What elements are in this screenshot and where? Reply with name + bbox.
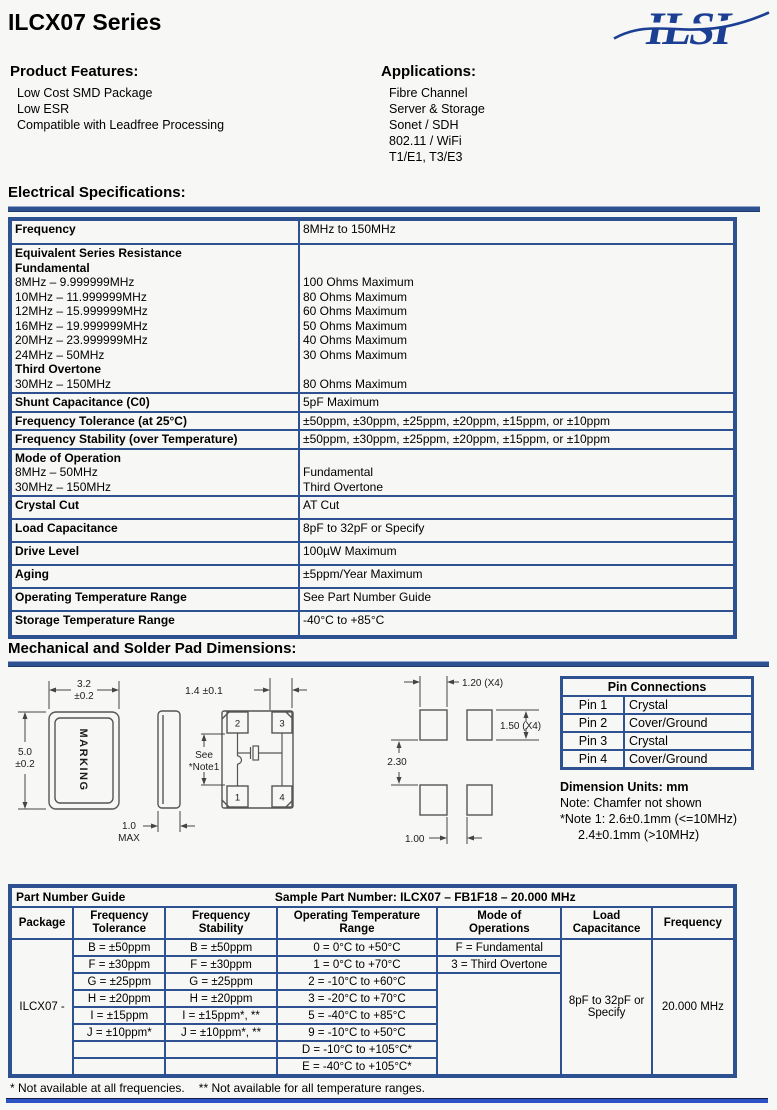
pad-3-number: 3 — [279, 718, 285, 730]
application-item: Fibre Channel — [389, 86, 468, 100]
table-row — [10, 496, 735, 519]
spec-value: ±50ppm, ±30ppm, ±25ppm, ±20ppm, ±15ppm, or ±10ppm — [299, 412, 735, 431]
pad-2-number: 2 — [234, 718, 241, 730]
spec-label: Mode of Operation 8MHz – 50MHz 30MHz – 150MHz — [10, 449, 299, 497]
note1-line1: *Note 1: 2.6±0.1mm (<=10MHz) — [560, 812, 738, 826]
pin-table-title: Pin Connections — [562, 678, 753, 697]
spec-label: Drive Level — [10, 542, 299, 565]
spec-label: Storage Temperature Range — [10, 611, 299, 637]
load-capacitance-value: 8pF to 32pF or Specify — [561, 939, 651, 1076]
thickness-dimension — [143, 811, 195, 832]
temp-range-option: 3 = -20°C to +70°C — [277, 990, 437, 1007]
page-bottom-rule — [6, 1098, 768, 1103]
spec-label: Crystal Cut — [10, 496, 299, 519]
width-dim-tol: ±0.2 — [74, 691, 94, 702]
applications-heading: Applications: — [381, 63, 477, 80]
table-row — [562, 714, 753, 732]
application-item: T1/E1, T3/E3 — [389, 150, 463, 164]
spec-label: Shunt Capacitance (C0) — [10, 393, 299, 412]
table-row — [562, 678, 753, 697]
pin-number: Pin 4 — [562, 750, 625, 769]
application-item: Sonet / SDH — [389, 118, 459, 132]
pad-1-number: 1 — [234, 792, 241, 804]
col-header-temp-range: Operating Temperature Range — [277, 907, 437, 939]
mode-option: 3 = Third Overtone — [437, 956, 561, 973]
spec-value: 5pF Maximum — [299, 393, 735, 412]
solder-col-gap-value: 1.00 — [405, 834, 425, 845]
package-side-view — [158, 711, 180, 808]
note1-line2: 2.4±0.1mm (>10MHz) — [578, 828, 700, 842]
temp-range-option: 5 = -40°C to +85°C — [277, 1007, 437, 1024]
pin-number: Pin 2 — [562, 714, 625, 732]
col-header-frequency: Frequency — [652, 907, 735, 939]
stability-option: F = ±30ppm — [165, 956, 276, 973]
crystal-circuit-symbol — [238, 733, 283, 786]
pad-pitch-dimension — [254, 678, 307, 710]
col-header-tolerance: Frequency Tolerance — [73, 907, 165, 939]
table-row — [10, 907, 735, 939]
col-header-package: Package — [10, 907, 73, 939]
thickness-dim-value: 1.0 — [122, 821, 136, 832]
temp-range-option: 2 = -10°C to +60°C — [277, 973, 437, 990]
col-header-mode: Mode of Operations — [437, 907, 561, 939]
mechanical-heading: Mechanical and Solder Pad Dimensions: — [8, 640, 297, 657]
col-header-load-cap: Load Capacitance — [561, 907, 651, 939]
table-row — [10, 886, 735, 907]
pin-function: Crystal — [624, 732, 753, 750]
electrical-heading: Electrical Specifications: — [8, 184, 186, 201]
tolerance-option: F = ±30ppm — [73, 956, 165, 973]
note-ref-label: *Note1 — [188, 762, 220, 773]
spec-value: 100µW Maximum — [299, 542, 735, 565]
pin-number: Pin 3 — [562, 732, 625, 750]
footnote — [10, 1081, 425, 1095]
tolerance-option — [73, 1041, 165, 1058]
pin-function: Crystal — [624, 696, 753, 714]
frequency-value: 20.000 MHz — [652, 939, 735, 1076]
features-heading: Product Features: — [10, 63, 139, 80]
height-dim-tol: ±0.2 — [15, 759, 35, 770]
marking-label: MARKING — [77, 728, 89, 792]
table-row — [10, 939, 735, 956]
table-row — [10, 412, 735, 431]
table-row — [10, 565, 735, 588]
footnote-2: ** Not available for all temperature ranges. — [198, 1081, 425, 1095]
pin-function: Cover/Ground — [624, 714, 753, 732]
temp-range-option: E = -40°C to +105°C* — [277, 1058, 437, 1076]
stability-option: J = ±10ppm*, ** — [165, 1024, 276, 1041]
temp-range-option: D = -10°C to +105°C* — [277, 1041, 437, 1058]
dimension-notes — [560, 779, 737, 843]
spec-label: Frequency Tolerance (at 25°C) — [10, 412, 299, 431]
stability-option — [165, 1058, 276, 1076]
table-row — [10, 244, 735, 393]
electrical-specs-table — [8, 217, 737, 639]
footnote-1: * Not available at all frequencies. — [10, 1081, 185, 1095]
spec-label: Frequency Stability (over Temperature) — [10, 430, 299, 449]
spec-value: 8MHz to 150MHz — [299, 219, 735, 244]
temp-range-option: 0 = 0°C to +50°C — [277, 939, 437, 956]
stability-option: G = ±25ppm — [165, 973, 276, 990]
tolerance-option: I = ±15ppm — [73, 1007, 165, 1024]
solder-pad-height-value: 1.50 (X4) — [500, 721, 542, 732]
spec-value: See Part Number Guide — [299, 588, 735, 611]
features-list — [17, 85, 224, 133]
solder-pad-width-value: 1.20 (X4) — [462, 678, 504, 689]
spec-value: 8pF to 32pF or Specify — [299, 519, 735, 542]
table-row — [10, 449, 735, 497]
width-dim-value: 3.2 — [77, 679, 91, 690]
height-dim-value: 5.0 — [18, 747, 32, 758]
tolerance-option: H = ±20ppm — [73, 990, 165, 1007]
tolerance-option: J = ±10ppm* — [73, 1024, 165, 1041]
spec-value: 100 Ohms Maximum 80 Ohms Maximum 60 Ohms Maximum 50 Ohms Maximum 40 Ohms Maximum 30 Ohms Maximum 80 Ohms Maximum — [299, 244, 735, 393]
spec-value: AT Cut — [299, 496, 735, 519]
package-code: ILCX07 - — [10, 939, 73, 1076]
ilsi-logo-text: ILSI — [646, 3, 730, 55]
spec-value: ±5ppm/Year Maximum — [299, 565, 735, 588]
solder-row-gap-value: 2.30 — [387, 757, 407, 768]
mechanical-drawings — [8, 668, 558, 878]
col-header-stability: Frequency Stability — [165, 907, 276, 939]
solder-col-gap-dim — [429, 817, 482, 844]
table-row — [10, 519, 735, 542]
page-title: ILCX07 Series — [8, 9, 162, 35]
pin-number: Pin 1 — [562, 696, 625, 714]
mode-option: F = Fundamental — [437, 939, 561, 956]
spec-value: -40°C to +85°C — [299, 611, 735, 637]
spec-label: Frequency — [10, 219, 299, 244]
mode-option-empty — [437, 973, 561, 1076]
table-row — [562, 732, 753, 750]
ilsi-logo — [612, 0, 772, 58]
part-number-guide-table — [8, 884, 737, 1078]
table-row — [10, 219, 735, 244]
table-row — [10, 542, 735, 565]
feature-item: Compatible with Leadfree Processing — [17, 118, 225, 132]
pin-connections-table — [560, 676, 754, 770]
table-row — [10, 393, 735, 412]
pad-pitch-value: 1.4 ±0.1 — [185, 685, 223, 697]
application-item: Server & Storage — [389, 102, 485, 116]
guide-title: Part Number Guide — [10, 886, 165, 907]
spec-label: Operating Temperature Range — [10, 588, 299, 611]
spec-value: ±50ppm, ±30ppm, ±25ppm, ±20ppm, ±15ppm, or ±10ppm — [299, 430, 735, 449]
stability-option: I = ±15ppm*, ** — [165, 1007, 276, 1024]
table-row — [562, 696, 753, 714]
tolerance-option: B = ±50ppm — [73, 939, 165, 956]
units-note: Dimension Units: mm — [560, 780, 689, 794]
stability-option — [165, 1041, 276, 1058]
solder-pad-width-dim — [404, 676, 459, 707]
table-row — [10, 588, 735, 611]
mechanical-rule — [8, 661, 769, 667]
tolerance-option: G = ±25ppm — [73, 973, 165, 990]
electrical-rule — [8, 206, 760, 212]
spec-label: Load Capacitance — [10, 519, 299, 542]
thickness-dim-max: MAX — [118, 833, 140, 844]
feature-item: Low ESR — [17, 102, 70, 116]
temp-range-option: 9 = -10°C to +50°C — [277, 1024, 437, 1041]
tolerance-option — [73, 1058, 165, 1076]
table-row — [562, 750, 753, 769]
sample-part-number: Sample Part Number: ILCX07 – FB1F18 – 20.000 MHz — [165, 886, 735, 907]
applications-list — [389, 85, 485, 165]
spec-value: Fundamental Third Overtone — [299, 449, 735, 497]
feature-item: Low Cost SMD Package — [17, 86, 153, 100]
application-item: 802.11 / WiFi — [389, 134, 462, 148]
pad-4-number: 4 — [279, 792, 285, 804]
spec-label: Equivalent Series Resistance Fundamental 8MHz – 9.999999MHz 10MHz – 11.999999MHz 12MHz – 15.999999MHz 16MHz – 19.999999MHz 20MHz – 23.999999MHz 24MHz – 50MHz Third Overtone 30MHz – 150MHz — [10, 244, 299, 393]
stability-option: H = ±20ppm — [165, 990, 276, 1007]
pin-function: Cover/Ground — [624, 750, 753, 769]
temp-range-option: 1 = 0°C to +70°C — [277, 956, 437, 973]
solder-pad-pattern — [420, 710, 492, 815]
table-row — [10, 611, 735, 637]
stability-option: B = ±50ppm — [165, 939, 276, 956]
see-note-label: See — [195, 750, 213, 761]
spec-label: Aging — [10, 565, 299, 588]
table-row — [10, 430, 735, 449]
chamfer-note: Note: Chamfer not shown — [560, 796, 702, 810]
